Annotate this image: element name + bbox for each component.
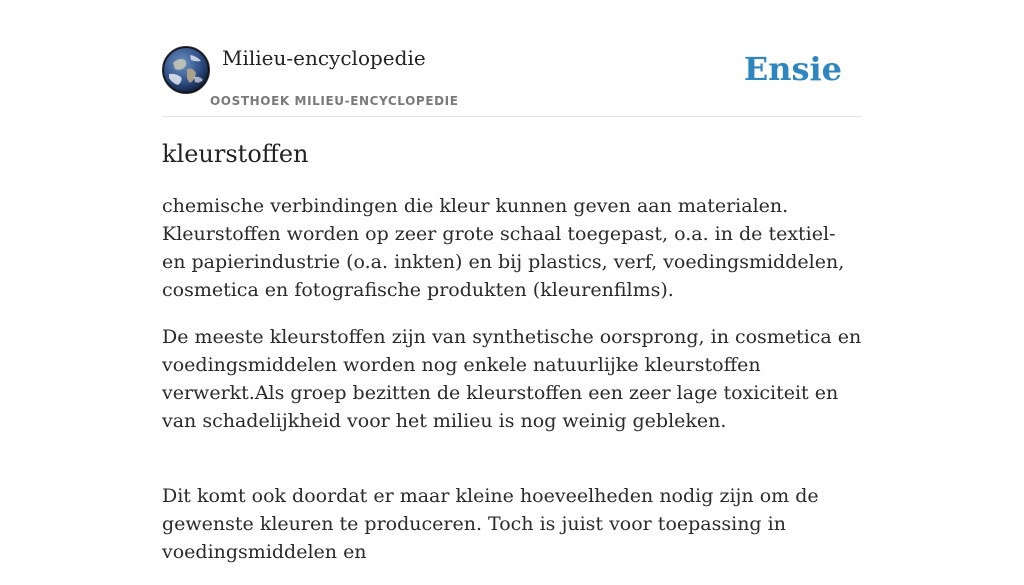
earth-globe-icon[interactable]: [162, 46, 210, 94]
brand-logo-link[interactable]: Ensie: [743, 50, 842, 88]
article-paragraph: De meeste kleurstoffen zijn van synthetische oorsprong, in cosmetica en voedingsmiddelen worden nog enkele natuurlijke kleurstoffen verwerkt.Als groep bezitten de kleurstoffen een zeer lage toxiciteit en van schadelijkheid voor het milieu is nog weinig gebleken.: [162, 326, 862, 432]
site-header: [162, 46, 862, 117]
article-body: [162, 192, 862, 585]
site-subtitle: OOSTHOEK MILIEU-ENCYCLOPEDIE: [210, 94, 459, 108]
paragraph-spacer: [162, 454, 862, 482]
article-title: kleurstoffen: [162, 140, 309, 168]
article-paragraph: chemische verbindingen die kleur kunnen geven aan materialen. Kleurstoffen worden op zeer grote schaal toegepast, o.a. in de textiel- en papierindustrie (o.a. inkten) en bij plastics, verf, voedingsmiddelen, cosmetica en fotografische produkten (kleurenfilms).: [162, 195, 845, 301]
article-paragraph: Dit komt ook doordat er maar kleine hoeveelheden nodig zijn om de gewenste kleuren te produceren. Toch is juist voor toepassing in voedingsmiddelen en: [162, 485, 819, 563]
site-name[interactable]: Milieu-encyclopedie: [222, 46, 426, 70]
